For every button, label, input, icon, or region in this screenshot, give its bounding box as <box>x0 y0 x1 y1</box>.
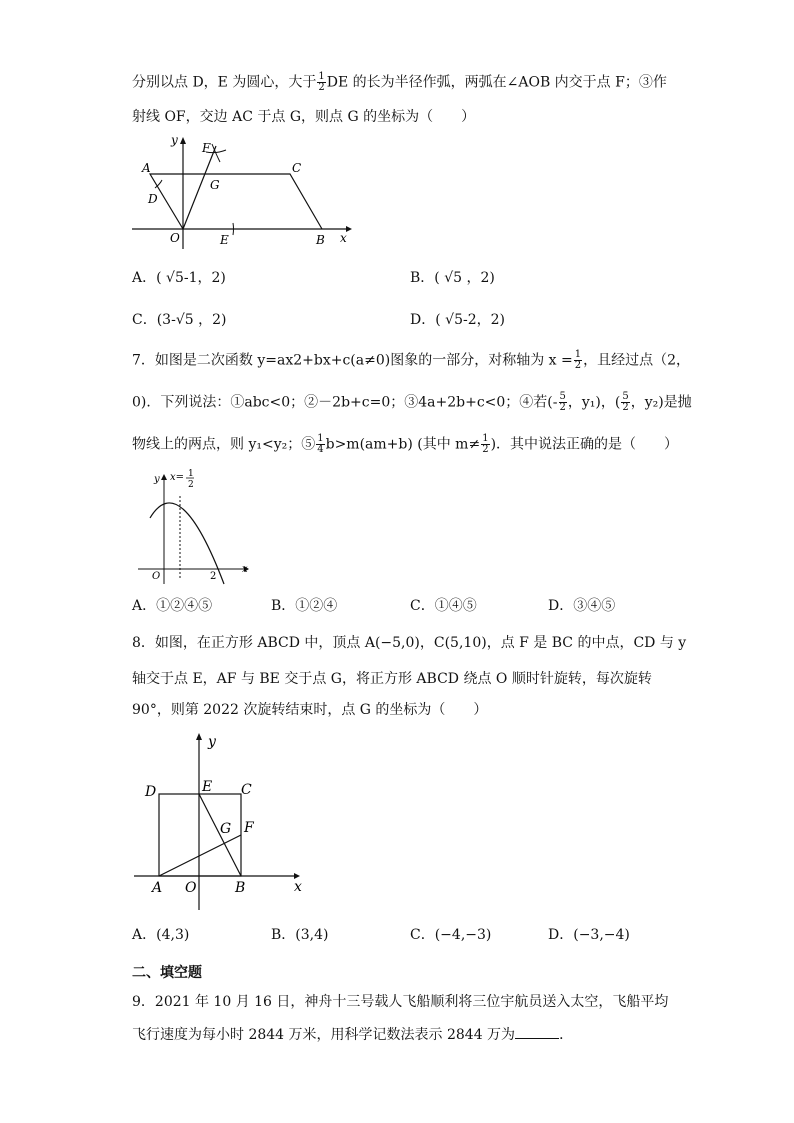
q8-option-b[interactable] <box>271 925 329 945</box>
label-O: O <box>170 231 180 245</box>
option-label: D． <box>548 927 574 943</box>
q6-text-line2: 射线 OF，交边 AC 于点 G，则点 G 的坐标为（ ） <box>132 109 476 125</box>
label-B: B <box>316 233 325 247</box>
fraction-axis <box>574 350 582 371</box>
q8-option-a[interactable] <box>132 925 189 945</box>
fraction-numerator: 5 <box>559 391 566 402</box>
label-E: E <box>220 233 229 247</box>
fraction-numerator: 1 <box>574 349 582 360</box>
q6-option-b[interactable] <box>410 268 495 288</box>
y-axis-arrow <box>161 474 167 480</box>
q8-text-line3: 90°，则第 2022 次旋转结束时，点 G 的坐标为（ ） <box>132 702 488 718</box>
q8-text-line1: 8．如图，在正方形 ABCD 中，顶点 A(−5,0)，C(5,10)，点 F 是 BC 的中点，CD 与 y <box>132 635 687 651</box>
q7-text-line2 <box>132 392 692 413</box>
q7-line2-pre: 0)．下列说法：①abc<0；②－2b+c=0；③4a+2b+c<0；④若(- <box>132 394 558 411</box>
q9-line2-text: 飞行速度为每小时 2844 万米，用科学记数法表示 2844 万为 <box>132 1027 516 1043</box>
label-C: C <box>292 161 302 175</box>
fraction-denominator: 2 <box>559 402 566 413</box>
label-x: x <box>294 879 302 895</box>
q8-text-line2: 轴交于点 E，AF 与 BE 交于点 G，将正方形 ABCD 绕点 O 顺时针旋转，每次旋转 <box>132 671 652 687</box>
q8-option-c[interactable] <box>410 925 491 945</box>
q7-line3-post: )．其中说法正确的是（ ） <box>490 436 679 453</box>
label-A: A <box>152 880 163 896</box>
label-F: F <box>244 820 254 836</box>
q7-option-d[interactable] <box>548 596 615 616</box>
parallelogram <box>150 174 322 229</box>
label-two: 2 <box>210 571 217 582</box>
label-D: D <box>145 784 157 800</box>
fraction-m <box>481 434 489 455</box>
q8-option-d[interactable] <box>548 925 630 945</box>
q7-option-c[interactable] <box>410 596 477 616</box>
q7-line1-pre: 7．如图是二次函数 y=ax2+bx+c(a≠0)图象的一部分，对称轴为 x = <box>132 352 573 369</box>
label-axis-eq: x= <box>170 472 185 483</box>
option-label: A． <box>132 598 157 614</box>
option-text: (3-√5 ，2) <box>156 312 227 328</box>
arc-mark-E <box>233 223 234 235</box>
q9-text-line1: 9．2021 年 10 月 16 日，神舟十三号载人飞船顺利将三位宇航员送入太空，飞船平均 <box>132 994 669 1010</box>
fraction-numerator: 1 <box>482 433 489 444</box>
fraction-quarter <box>316 434 324 455</box>
fraction-p2 <box>621 392 629 413</box>
option-text: ①④⑤ <box>434 598 477 614</box>
q7-text-line1 <box>132 350 690 371</box>
fraction-denominator: 2 <box>622 402 629 413</box>
fraction-denominator: 4 <box>317 444 324 455</box>
option-text: ①②④ <box>295 598 338 614</box>
q6-figure <box>128 132 358 250</box>
option-text: (−3,−4) <box>573 927 630 943</box>
q7-option-b[interactable] <box>271 596 337 616</box>
q8-figure <box>132 728 312 912</box>
option-text: (3,4) <box>295 927 329 943</box>
q7-line1-post: ，且经过点（2， <box>583 352 691 369</box>
label-y: y <box>208 734 216 750</box>
fraction-denominator: 2 <box>574 360 582 371</box>
fraction-numerator: 1 <box>317 433 324 444</box>
fraction-half <box>317 72 325 93</box>
answer-blank[interactable] <box>515 1024 559 1039</box>
q7-option-a[interactable] <box>132 596 212 616</box>
label-B: B <box>235 880 246 896</box>
label-axis-num: 1 <box>188 469 194 479</box>
q7-line3-pre: 物线上的两点，则 y₁<y₂；⑤ <box>132 436 316 453</box>
fraction-p1 <box>559 392 567 413</box>
label-A: A <box>142 161 151 175</box>
label-x: x <box>340 231 347 245</box>
option-label: D． <box>548 598 574 614</box>
label-G: G <box>210 178 220 192</box>
fraction-numerator: 1 <box>318 71 325 82</box>
y-axis-arrow <box>196 733 202 740</box>
option-text: ( √5-1，2) <box>156 270 226 286</box>
option-label: B． <box>410 270 435 286</box>
option-text: ( √5 ，2) <box>434 270 495 286</box>
label-O: O <box>185 880 197 896</box>
x-axis-arrow <box>346 226 352 232</box>
q7-line2-post: ，y₂)是抛 <box>630 394 692 411</box>
option-label: D． <box>410 312 436 328</box>
label-C: C <box>241 782 252 798</box>
option-text: (−4,−3) <box>434 927 492 943</box>
label-axis-den: 2 <box>188 480 194 490</box>
option-label: A． <box>132 927 157 943</box>
option-text: ( √5-2，2) <box>435 312 505 328</box>
q7-line3-mid: b>m(am+b) (其中 m≠ <box>325 436 481 453</box>
q6-option-d[interactable] <box>410 310 505 330</box>
option-label: B． <box>271 927 296 943</box>
q7-figure <box>138 466 256 586</box>
q7-text-line3 <box>132 434 678 455</box>
option-label: C． <box>132 312 157 328</box>
fraction-denominator: 2 <box>318 82 325 93</box>
q6-line1-post: DE 的长为半径作弧，两弧在∠AOB 内交于点 F；③作 <box>326 74 667 91</box>
label-F: F <box>202 141 211 155</box>
y-axis-arrow <box>180 137 186 144</box>
fraction-denominator: 2 <box>482 444 489 455</box>
fraction-numerator: 5 <box>622 391 629 402</box>
option-text: ①②④⑤ <box>156 598 213 614</box>
segment-AF <box>159 835 241 876</box>
option-label: A． <box>132 270 157 286</box>
label-G: G <box>220 821 232 837</box>
q6-option-c[interactable] <box>132 310 226 330</box>
q6-text-line1 <box>132 72 667 93</box>
label-x: x <box>242 564 248 575</box>
label-O: O <box>152 571 161 582</box>
option-label: C． <box>410 927 435 943</box>
q9-text-line2 <box>132 1024 573 1045</box>
label-E: E <box>202 779 213 795</box>
option-label: B． <box>271 598 296 614</box>
label-y: y <box>171 133 178 147</box>
q9-line2-end: ． <box>559 1027 574 1043</box>
q6-option-a[interactable] <box>132 268 226 288</box>
q7-line2-mid: ，y₁)，( <box>567 394 621 411</box>
q6-line1-pre: 分别以点 D，E 为圆心，大于 <box>132 74 317 91</box>
option-label: C． <box>410 598 435 614</box>
option-text: ③④⑤ <box>573 598 616 614</box>
section-heading: 二、填空题 <box>132 965 202 981</box>
option-text: (4,3) <box>156 927 190 943</box>
label-y: y <box>154 474 160 485</box>
label-D: D <box>148 192 158 206</box>
